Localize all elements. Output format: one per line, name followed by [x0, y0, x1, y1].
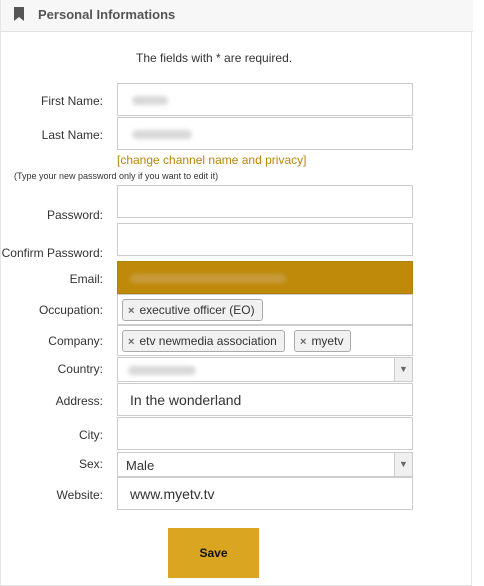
redacted-first-name	[132, 96, 168, 105]
redacted-last-name	[132, 130, 192, 139]
city-input[interactable]	[117, 417, 413, 450]
password-hint: (Type your new password only if you want to edit it)	[14, 171, 219, 181]
country-select[interactable]	[117, 357, 413, 382]
bookmark-icon	[14, 7, 24, 21]
first-name-input[interactable]	[117, 83, 413, 116]
email-input[interactable]	[117, 261, 413, 294]
required-note: The fields with * are required.	[136, 51, 293, 65]
sex-value: Male	[126, 458, 155, 473]
redacted-email	[130, 274, 286, 283]
company-tag-label: myetv	[311, 334, 344, 348]
occupation-tag	[122, 299, 263, 321]
sex-label: Sex:	[78, 457, 103, 471]
occupation-label: Occupation:	[38, 303, 103, 317]
last-name-label: Last Name:	[41, 128, 103, 142]
city-label: City:	[79, 428, 103, 442]
password-input[interactable]	[117, 185, 413, 218]
website-label: Website:	[56, 488, 103, 502]
chevron-down-icon[interactable]: ▼	[394, 358, 412, 381]
company-tag-label: etv newmedia association	[139, 334, 277, 348]
last-name-input[interactable]	[117, 117, 413, 150]
address-label: Address:	[55, 394, 103, 408]
address-input[interactable]	[117, 383, 413, 416]
website-value: www.myetv.tv	[130, 486, 215, 502]
save-button[interactable]: Save	[168, 528, 259, 578]
confirm-password-label: Confirm Password:	[1, 246, 103, 260]
address-value: In the wonderland	[130, 392, 242, 408]
redacted-country	[128, 366, 196, 375]
email-label: Email:	[69, 272, 103, 286]
tag-remove-icon[interactable]: ×	[128, 305, 135, 317]
company-label: Company:	[48, 334, 103, 348]
password-label: Password:	[46, 208, 103, 222]
occupation-tag-label: executive officer (EO)	[139, 303, 255, 317]
country-label: Country:	[57, 362, 103, 376]
change-channel-link[interactable]: [change channel name and privacy]	[117, 153, 307, 167]
panel-title: Personal Informations	[38, 7, 176, 22]
panel-header	[1, 0, 473, 32]
tag-remove-icon[interactable]: ×	[128, 336, 135, 348]
company-tag-input[interactable]	[117, 325, 413, 356]
website-input[interactable]	[117, 477, 413, 510]
tag-remove-icon[interactable]: ×	[300, 336, 307, 348]
chevron-down-icon[interactable]: ▼	[394, 453, 412, 476]
sex-select[interactable]	[117, 452, 413, 477]
first-name-label: First Name:	[40, 94, 103, 108]
company-tag	[294, 330, 351, 352]
confirm-password-input[interactable]	[117, 223, 413, 256]
occupation-tag-input[interactable]	[117, 294, 413, 325]
company-tag	[122, 330, 285, 352]
